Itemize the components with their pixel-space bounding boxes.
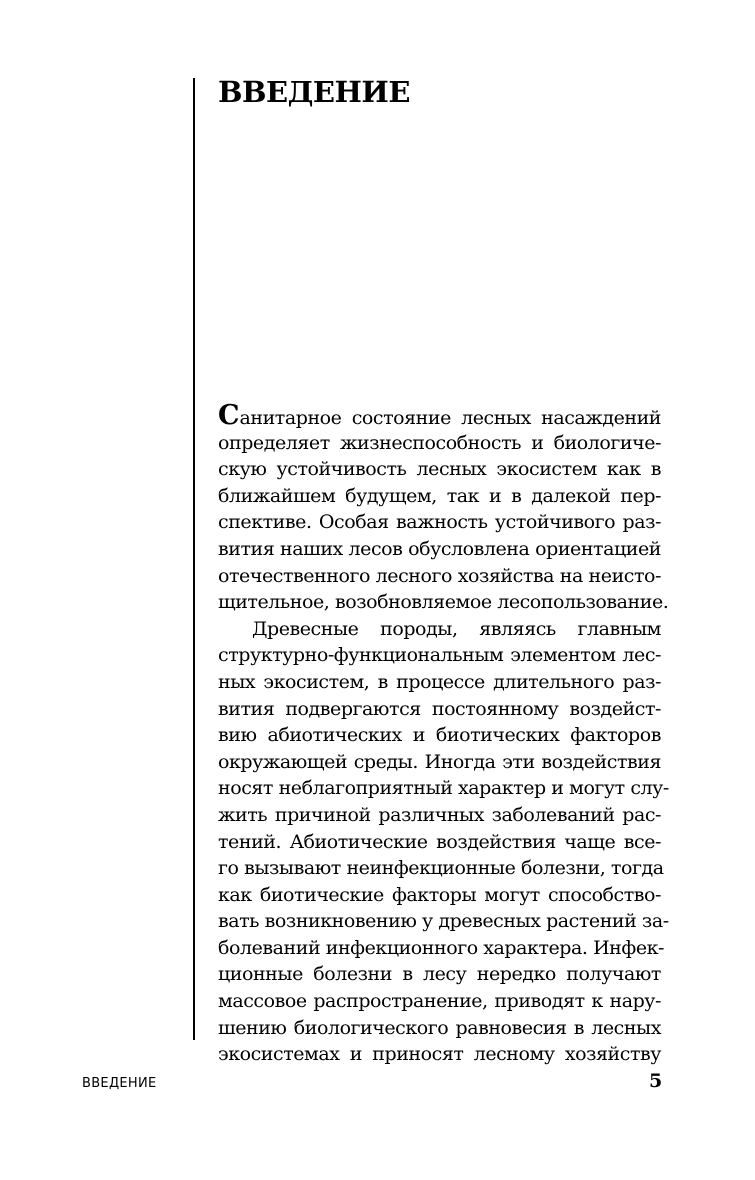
text-line: болеваний инфекционного характера. Инфек- (218, 936, 665, 959)
text-line: отечественного лесного хозяйства на неисто- (218, 564, 661, 587)
text-line: жить причиной различных заболеваний рас- (218, 803, 661, 826)
text-line: спективе. Особая важность устойчивого раз- (218, 511, 661, 534)
text-line: вать возникновению у древесных растений за- (218, 910, 669, 933)
text-line: ближайшем будущем, так и в далекой пер- (218, 484, 661, 507)
chapter-title: ВВЕДЕНИЕ (218, 75, 410, 109)
text-line: ционные болезни в лесу нередко получают (218, 963, 661, 986)
text-line: шению биологического равновесия в лесных (218, 1016, 661, 1039)
text-line: ных экосистем, в процессе длительного раз- (218, 670, 661, 693)
text-line: вития подвергаются постоянному воздейст- (218, 697, 661, 720)
text-line: как биотические факторы могут способство- (218, 883, 661, 906)
text-line: экосистемах и приносят лесному хозяйству (218, 1043, 661, 1066)
text-line: скую устойчивость лесных экосистем как в (218, 458, 661, 481)
text-line: структурно-функциональным элементом лес- (218, 644, 661, 667)
text-line: носят неблагоприятный характер и могут слу- (218, 777, 669, 800)
drop-cap: С (218, 400, 240, 431)
vertical-rule (193, 78, 195, 1040)
text-line: тений. Абиотические воздействия чаще все- (218, 830, 661, 853)
text-line: вию абиотических и биотических факторов (218, 724, 661, 747)
text-line: окружающей среды. Иногда эти воздействия (218, 750, 661, 773)
text-line: го вызывают неинфекционные болезни, тогда (218, 857, 664, 880)
paragraph-last-line: щительное, возобновляемое лесопользование. (218, 591, 669, 614)
text-line: вития наших лесов обусловлена ориентацией (218, 537, 661, 560)
page-number: 5 (649, 1070, 663, 1092)
body-text (218, 400, 669, 1068)
text-line (218, 400, 661, 431)
text-line: массовое распространение, приводят к нару- (218, 990, 661, 1013)
running-head: ВВЕДЕНИЕ (82, 1076, 157, 1091)
text-line: определяет жизнеспособность и биологиче- (218, 431, 661, 454)
first-line-text: анитарное состояние лесных насаждений (239, 407, 661, 429)
paragraph-first-line: Древесные породы, являясь главным (252, 617, 661, 640)
